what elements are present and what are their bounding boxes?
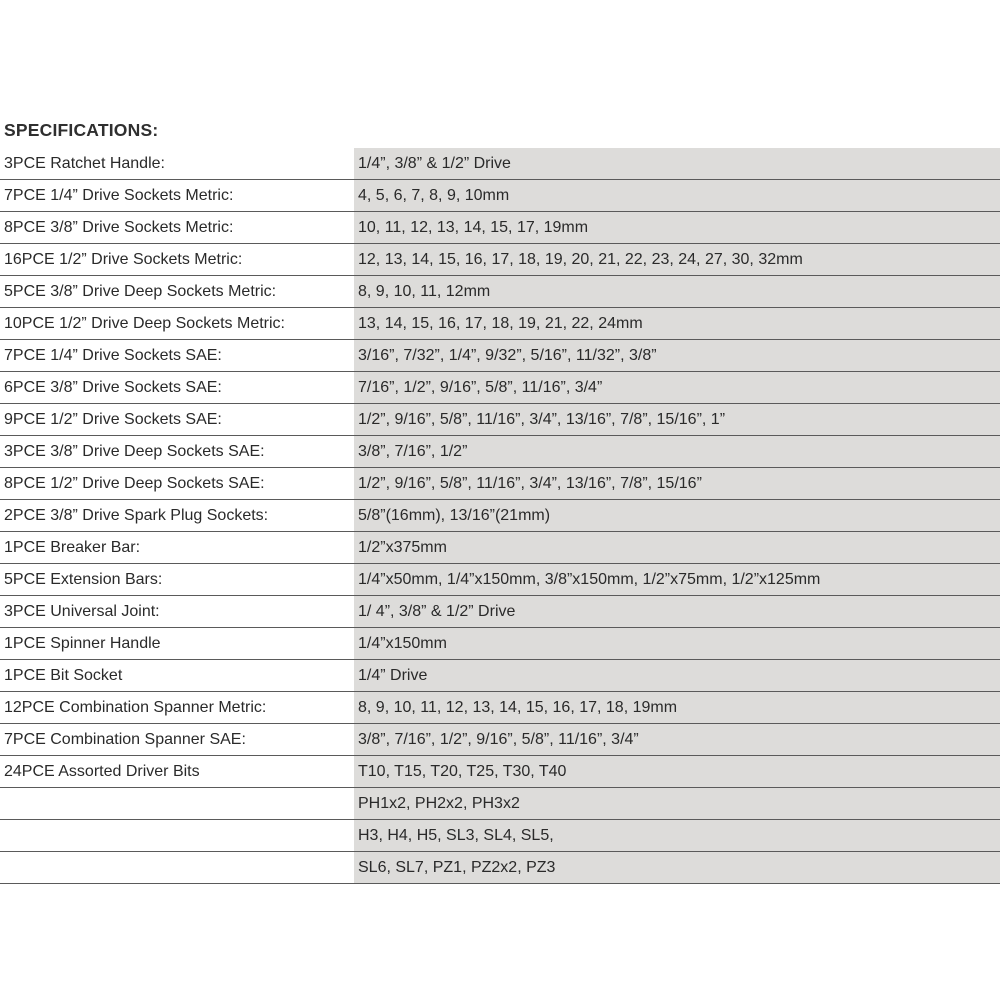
spec-value: 1/4” Drive: [354, 660, 1000, 692]
spec-label: 1PCE Spinner Handle: [0, 628, 354, 660]
table-row: [0, 244, 1000, 276]
spec-label: 1PCE Bit Socket: [0, 660, 354, 692]
spec-label: 3PCE Ratchet Handle:: [0, 148, 354, 180]
spec-label: 7PCE 1/4” Drive Sockets Metric:: [0, 180, 354, 212]
table-row: [0, 692, 1000, 724]
spec-value: H3, H4, H5, SL3, SL4, SL5,: [354, 820, 1000, 852]
table-row: [0, 628, 1000, 660]
spec-value: 1/ 4”, 3/8” & 1/2” Drive: [354, 596, 1000, 628]
spec-label: 8PCE 3/8” Drive Sockets Metric:: [0, 212, 354, 244]
spec-value: 1/4”x150mm: [354, 628, 1000, 660]
spec-value: 3/8”, 7/16”, 1/2”, 9/16”, 5/8”, 11/16”, 3/4”: [354, 724, 1000, 756]
spec-value: 7/16”, 1/2”, 9/16”, 5/8”, 11/16”, 3/4”: [354, 372, 1000, 404]
table-row: [0, 532, 1000, 564]
table-row: [0, 436, 1000, 468]
table-row: [0, 276, 1000, 308]
table-row: [0, 180, 1000, 212]
table-row: [0, 340, 1000, 372]
spec-label: 7PCE Combination Spanner SAE:: [0, 724, 354, 756]
spec-label: 10PCE 1/2” Drive Deep Sockets Metric:: [0, 308, 354, 340]
table-row: [0, 852, 1000, 884]
table-row: [0, 596, 1000, 628]
table-row: [0, 756, 1000, 788]
table-row: [0, 308, 1000, 340]
spec-label: 8PCE 1/2” Drive Deep Sockets SAE:: [0, 468, 354, 500]
table-row: [0, 564, 1000, 596]
spec-value: 1/2”, 9/16”, 5/8”, 11/16”, 3/4”, 13/16”, 7/8”, 15/16”: [354, 468, 1000, 500]
table-row: [0, 468, 1000, 500]
spec-value: 10, 11, 12, 13, 14, 15, 17, 19mm: [354, 212, 1000, 244]
table-row: [0, 212, 1000, 244]
spec-value: SL6, SL7, PZ1, PZ2x2, PZ3: [354, 852, 1000, 884]
spec-label: 3PCE Universal Joint:: [0, 596, 354, 628]
spec-value: 5/8”(16mm), 13/16”(21mm): [354, 500, 1000, 532]
spec-label: 1PCE Breaker Bar:: [0, 532, 354, 564]
table-row: [0, 788, 1000, 820]
table-row: [0, 820, 1000, 852]
spec-label: 9PCE 1/2” Drive Sockets SAE:: [0, 404, 354, 436]
spec-label: 2PCE 3/8” Drive Spark Plug Sockets:: [0, 500, 354, 532]
specifications-table: [0, 148, 1000, 884]
spec-value: PH1x2, PH2x2, PH3x2: [354, 788, 1000, 820]
spec-label: 16PCE 1/2” Drive Sockets Metric:: [0, 244, 354, 276]
table-row: [0, 404, 1000, 436]
table-row: [0, 148, 1000, 180]
spec-label: [0, 820, 354, 852]
spec-label: 6PCE 3/8” Drive Sockets SAE:: [0, 372, 354, 404]
specifications-table-body: [0, 148, 1000, 884]
spec-label: [0, 788, 354, 820]
spec-label: 24PCE Assorted Driver Bits: [0, 756, 354, 788]
spec-value: 8, 9, 10, 11, 12mm: [354, 276, 1000, 308]
spec-label: 7PCE 1/4” Drive Sockets SAE:: [0, 340, 354, 372]
spec-value: 1/2”, 9/16”, 5/8”, 11/16”, 3/4”, 13/16”, 7/8”, 15/16”, 1”: [354, 404, 1000, 436]
spec-value: T10, T15, T20, T25, T30, T40: [354, 756, 1000, 788]
table-row: [0, 372, 1000, 404]
spec-value: 4, 5, 6, 7, 8, 9, 10mm: [354, 180, 1000, 212]
spec-value: 1/2”x375mm: [354, 532, 1000, 564]
spec-label: [0, 852, 354, 884]
spec-label: 5PCE Extension Bars:: [0, 564, 354, 596]
spec-value: 1/4”x50mm, 1/4”x150mm, 3/8”x150mm, 1/2”x75mm, 1/2”x125mm: [354, 564, 1000, 596]
page-title: SPECIFICATIONS:: [4, 120, 159, 140]
spec-value: 3/8”, 7/16”, 1/2”: [354, 436, 1000, 468]
spec-value: 1/4”, 3/8” & 1/2” Drive: [354, 148, 1000, 180]
spec-label: 12PCE Combination Spanner Metric:: [0, 692, 354, 724]
spec-value: 13, 14, 15, 16, 17, 18, 19, 21, 22, 24mm: [354, 308, 1000, 340]
spec-value: 8, 9, 10, 11, 12, 13, 14, 15, 16, 17, 18, 19mm: [354, 692, 1000, 724]
spec-label: 5PCE 3/8” Drive Deep Sockets Metric:: [0, 276, 354, 308]
spec-value: 12, 13, 14, 15, 16, 17, 18, 19, 20, 21, 22, 23, 24, 27, 30, 32mm: [354, 244, 1000, 276]
table-row: [0, 660, 1000, 692]
table-row: [0, 500, 1000, 532]
spec-label: 3PCE 3/8” Drive Deep Sockets SAE:: [0, 436, 354, 468]
table-row: [0, 724, 1000, 756]
spec-value: 3/16”, 7/32”, 1/4”, 9/32”, 5/16”, 11/32”, 3/8”: [354, 340, 1000, 372]
